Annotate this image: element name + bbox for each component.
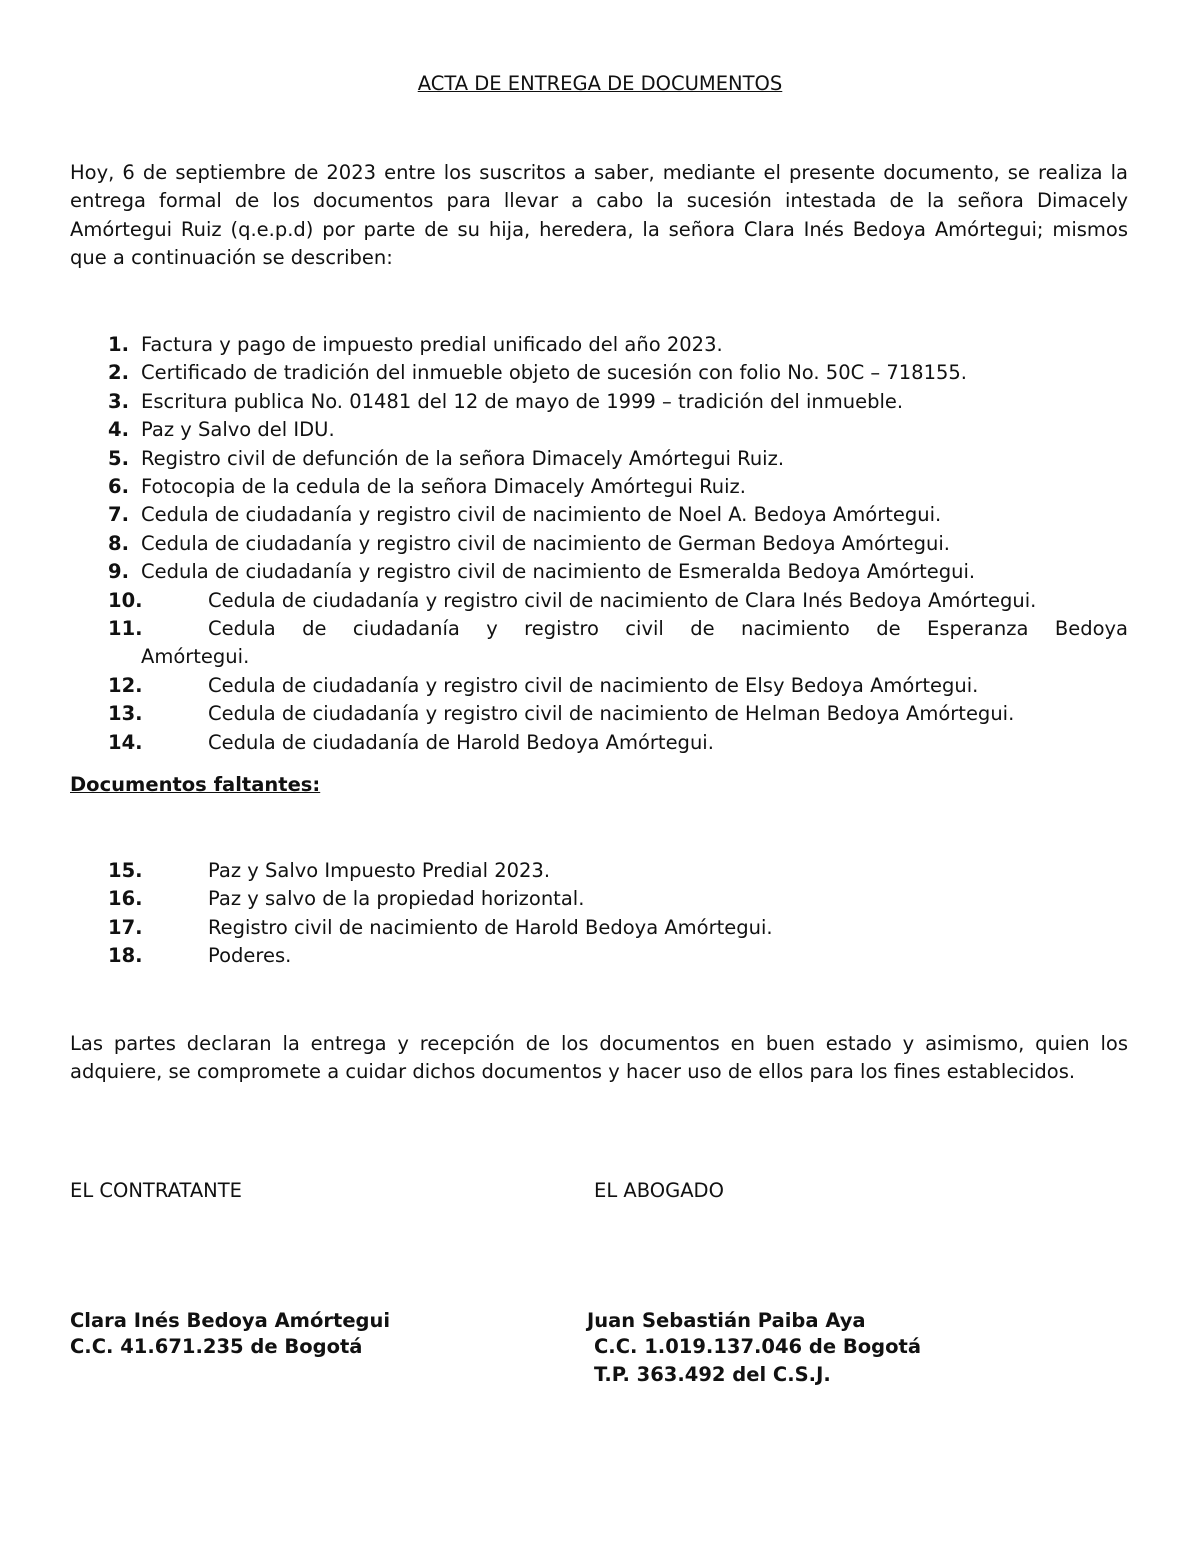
item-number: 15. (108, 859, 143, 882)
list-item (70, 445, 1128, 473)
item-number: 4. (108, 418, 129, 442)
item-number: 7. (108, 503, 129, 527)
list-item (70, 914, 1128, 942)
item-number: 1. (108, 333, 129, 356)
signatory-professional-card: T.P. 363.492 del C.S.J. (594, 1363, 831, 1386)
list-item (70, 501, 1128, 529)
item-text: Cedula de ciudadanía y registro civil de nacimiento de Clara Inés Bedoya Amórtegui. (208, 588, 1037, 612)
list-item (70, 331, 1128, 359)
item-number: 8. (108, 531, 129, 555)
item-text: Cedula de ciudadanía y registro civil de nacimiento de Helman Bedoya Amórtegui. (208, 702, 1015, 726)
list-item (70, 700, 1128, 728)
item-number: 17. (108, 915, 143, 939)
list-item (70, 857, 1128, 885)
list-item (70, 729, 1128, 757)
item-text: Cedula de ciudadanía y registro civil de nacimiento de Noel A. Bedoya Amórtegui. (141, 503, 942, 527)
item-number: 11. (108, 617, 143, 641)
list-item (70, 587, 1128, 615)
item-text: Poderes. (208, 944, 292, 968)
list-item (70, 615, 1128, 672)
item-number: 6. (108, 475, 129, 499)
item-text-line: Cedula de ciudadanía y registro civil de nacimiento de Esperanza Bedoya (208, 617, 1128, 641)
item-number: 5. (108, 446, 129, 470)
item-number: 16. (108, 887, 143, 911)
item-number: 3. (108, 389, 129, 413)
item-text: Factura y pago de impuesto predial unificado del año 2023. (141, 333, 723, 356)
list-item (70, 473, 1128, 501)
item-text: Escritura publica No. 01481 del 12 de mayo de 1999 – tradición del inmueble. (141, 389, 904, 413)
delivered-documents-list (70, 331, 1128, 757)
intro-paragraph: Hoy, 6 de septiembre de 2023 entre los suscritos a saber, mediante el presente documento, se realiza la entrega formal de los documentos para llevar a cabo la sucesión intestada de la señora Dimacely Amórtegui Ruiz (q.e.p.d) por parte de su hija, heredera, la señora Clara Inés Bedoya Amórtegui; mismos que a continuación se describen: (70, 161, 1128, 270)
signatory-name-left: Clara Inés Bedoya Amórtegui (70, 1309, 391, 1332)
list-item (70, 388, 1128, 416)
signatory-name-right: Juan Sebastián Paiba Aya (587, 1309, 866, 1332)
list-item (70, 416, 1128, 444)
item-number: 12. (108, 673, 143, 697)
signatory-id-left: C.C. 41.671.235 de Bogotá (70, 1335, 363, 1358)
item-number: 2. (108, 361, 129, 385)
item-number: 10. (108, 588, 143, 612)
list-item (70, 530, 1128, 558)
item-text: Cedula de ciudadanía de Harold Bedoya Amórtegui. (208, 730, 714, 754)
item-text: Paz y Salvo Impuesto Predial 2023. (208, 859, 551, 882)
item-text: Cedula de ciudadanía y registro civil de nacimiento de Esmeralda Bedoya Amórtegui. (141, 560, 976, 584)
item-text-line: Amórtegui. (141, 645, 250, 669)
item-number: 14. (108, 730, 143, 754)
item-text: Cedula de ciudadanía y registro civil de nacimiento de Elsy Bedoya Amórtegui. (208, 673, 979, 697)
closing-paragraph: Las partes declaran la entrega y recepción de los documentos en buen estado y asimismo, quien los adquiere, se compromete a cuidar dichos documentos y hacer uso de ellos para los fines establecidos. (70, 1032, 1128, 1084)
item-text (70, 615, 1128, 672)
signature-role-left: EL CONTRATANTE (70, 1179, 242, 1202)
list-item (70, 885, 1128, 913)
item-number: 13. (108, 702, 143, 726)
item-number: 9. (108, 560, 129, 584)
item-text: Cedula de ciudadanía y registro civil de nacimiento de German Bedoya Amórtegui. (141, 531, 950, 555)
list-item (70, 359, 1128, 387)
list-item (70, 558, 1128, 586)
missing-documents-heading: Documentos faltantes: (70, 773, 321, 796)
document-title: ACTA DE ENTREGA DE DOCUMENTOS (417, 72, 783, 95)
item-text: Certificado de tradición del inmueble objeto de sucesión con folio No. 50C – 718155. (141, 361, 967, 385)
list-item (70, 672, 1128, 700)
item-text: Registro civil de nacimiento de Harold Bedoya Amórtegui. (208, 915, 773, 939)
list-item (70, 942, 1128, 970)
item-text: Registro civil de defunción de la señora Dimacely Amórtegui Ruiz. (141, 446, 785, 470)
signature-role-right: EL ABOGADO (594, 1179, 724, 1202)
item-text: Paz y salvo de la propiedad horizontal. (208, 887, 585, 911)
item-number: 18. (108, 944, 143, 968)
item-text: Fotocopia de la cedula de la señora Dimacely Amórtegui Ruiz. (141, 475, 746, 499)
missing-documents-list (70, 857, 1128, 971)
item-text: Paz y Salvo del IDU. (141, 418, 335, 442)
signatory-id-right: C.C. 1.019.137.046 de Bogotá (594, 1335, 921, 1358)
